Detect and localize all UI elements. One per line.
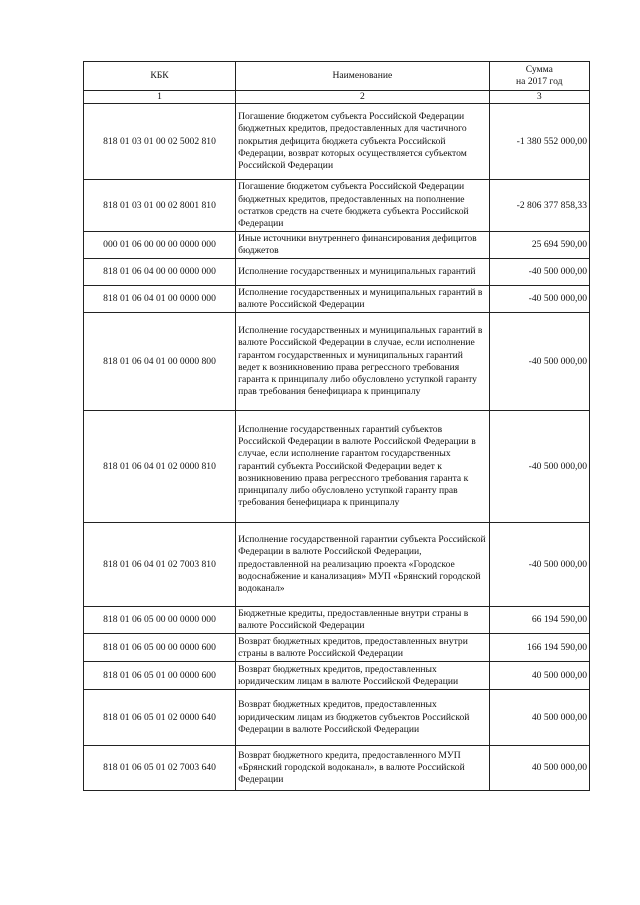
sum-cell: 166 194 590,00 <box>489 634 589 662</box>
kbk-cell: 818 01 06 04 01 02 0000 810 <box>84 411 236 523</box>
table-header-row <box>84 62 590 91</box>
sum-cell: -40 500 000,00 <box>489 286 589 313</box>
kbk-cell: 818 01 06 04 01 00 0000 000 <box>84 286 236 313</box>
sum-cell: -2 806 377 858,33 <box>489 180 589 232</box>
name-cell: Погашение бюджетом субъекта Российской Федерации бюджетных кредитов, предоставленных на пополнение остатков средств на счете бюджета субъекта Российской Федерации <box>236 180 490 232</box>
name-cell: Исполнение государственной гарантии субъекта Российской Федерации в валюте Российской Федерации, предоставленной на реализацию проекта «Городское водоснабжение и канализация» МУП «Брянский городской водоканал» <box>236 523 490 607</box>
kbk-cell: 818 01 06 04 01 00 0000 800 <box>84 313 236 411</box>
table-row <box>84 662 590 690</box>
sum-cell: 40 500 000,00 <box>489 746 589 791</box>
sum-cell: 66 194 590,00 <box>489 607 589 634</box>
name-cell: Исполнение государственных и муниципальных гарантий в валюте Российской Федерации в случае, если исполнение гарантом государственных и муниципальных гарантий ведет к возникновению права регрессного требования гаранта к принципалу либо обусловлено уступкой гаранту прав требования бенефициара к принципалу <box>236 313 490 411</box>
table-row <box>84 286 590 313</box>
table-row <box>84 746 590 791</box>
kbk-cell: 818 01 06 05 00 00 0000 000 <box>84 607 236 634</box>
table-row <box>84 104 590 180</box>
table-row <box>84 232 590 259</box>
sum-cell: 40 500 000,00 <box>489 662 589 690</box>
sum-cell: 40 500 000,00 <box>489 690 589 746</box>
kbk-cell: 818 01 06 05 01 02 0000 640 <box>84 690 236 746</box>
table-row <box>84 523 590 607</box>
name-cell: Возврат бюджетных кредитов, предоставленных юридическим лицам из бюджетов субъектов Российской Федерации в валюте Российской Федерации <box>236 690 490 746</box>
column-number: 2 <box>236 91 490 104</box>
name-cell: Возврат бюджетных кредитов, предоставленных внутри страны в валюте Российской Федерации <box>236 634 490 662</box>
sum-cell: 25 694 590,00 <box>489 232 589 259</box>
sum-cell: -40 500 000,00 <box>489 411 589 523</box>
header-kbk: КБК <box>84 62 236 91</box>
column-number: 1 <box>84 91 236 104</box>
kbk-cell: 818 01 03 01 00 02 8001 810 <box>84 180 236 232</box>
name-cell: Исполнение государственных и муниципальных гарантий в валюте Российской Федерации <box>236 286 490 313</box>
table-row <box>84 259 590 286</box>
header-sum <box>489 62 589 91</box>
table-row <box>84 634 590 662</box>
sum-cell: -40 500 000,00 <box>489 313 589 411</box>
kbk-cell: 818 01 06 04 01 02 7003 810 <box>84 523 236 607</box>
budget-sources-table <box>83 61 590 791</box>
name-cell: Исполнение государственных гарантий субъектов Российской Федерации в валюте Российской Федерации в случае, если исполнение гарантом государственных гарантий субъекта Российской Федерации ведет к возникновению права регрессного требования гаранта к принципалу либо обусловлено уступкой гаранту прав требования бенефициара к принципалу <box>236 411 490 523</box>
kbk-cell: 818 01 03 01 00 02 5002 810 <box>84 104 236 180</box>
header-name: Наименование <box>236 62 490 91</box>
name-cell: Возврат бюджетных кредитов, предоставленных юридическим лицам в валюте Российской Федерации <box>236 662 490 690</box>
table-row <box>84 607 590 634</box>
sum-cell: -40 500 000,00 <box>489 523 589 607</box>
table-row <box>84 411 590 523</box>
sum-cell: -1 380 552 000,00 <box>489 104 589 180</box>
name-cell: Возврат бюджетного кредита, предоставленного МУП «Брянский городской водоканал», в валюте Российской Федерации <box>236 746 490 791</box>
header-sum-line1: Сумма <box>525 63 553 75</box>
kbk-cell: 818 01 06 05 00 00 0000 600 <box>84 634 236 662</box>
table-row <box>84 690 590 746</box>
sum-cell: -40 500 000,00 <box>489 259 589 286</box>
column-number-row <box>84 91 590 104</box>
header-sum-line2: на 2017 год <box>516 76 563 87</box>
table-row <box>84 313 590 411</box>
name-cell: Исполнение государственных и муниципальных гарантий <box>236 259 490 286</box>
name-cell: Погашение бюджетом субъекта Российской Федерации бюджетных кредитов, предоставленных для частичного покрытия дефицита бюджета субъекта Российской Федерации, возврат которых осуществляется субъектом Российской Федерации <box>236 104 490 180</box>
name-cell: Иные источники внутреннего финансирования дефицитов бюджетов <box>236 232 490 259</box>
kbk-cell: 818 01 06 04 00 00 0000 000 <box>84 259 236 286</box>
name-cell: Бюджетные кредиты, предоставленные внутри страны в валюте Российской Федерации <box>236 607 490 634</box>
kbk-cell: 818 01 06 05 01 00 0000 600 <box>84 662 236 690</box>
table-row <box>84 180 590 232</box>
kbk-cell: 818 01 06 05 01 02 7003 640 <box>84 746 236 791</box>
kbk-cell: 000 01 06 00 00 00 0000 000 <box>84 232 236 259</box>
column-number: 3 <box>489 91 589 104</box>
